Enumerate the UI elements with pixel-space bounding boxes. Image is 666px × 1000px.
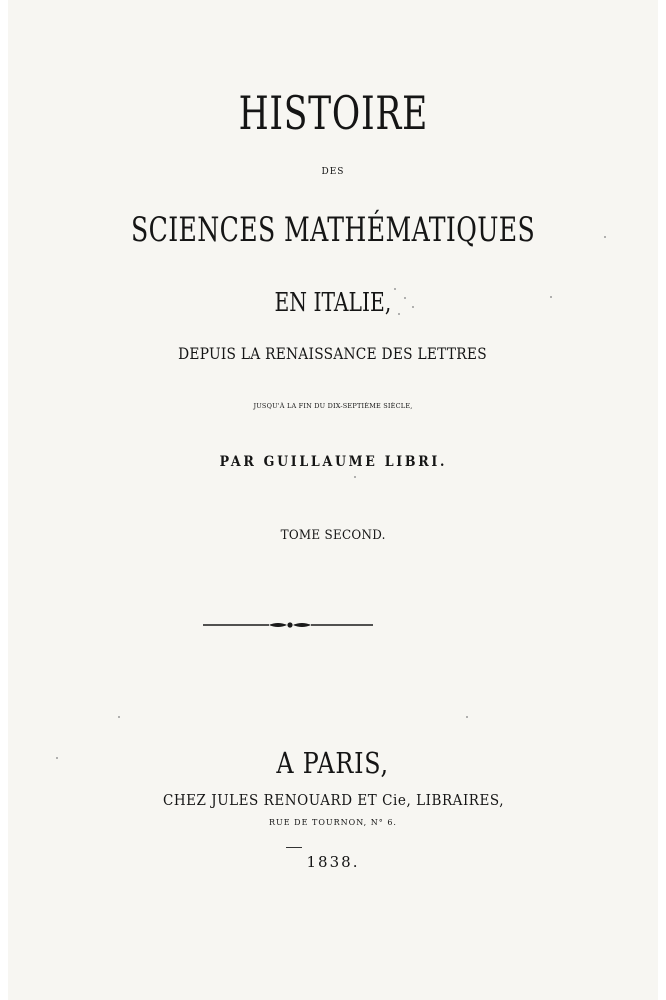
book-period bbox=[8, 344, 658, 363]
imprint-city-text: A PARIS, bbox=[276, 746, 390, 780]
book-author-text: PAR GUILLAUME LIBRI. bbox=[219, 454, 447, 470]
paper-speck bbox=[354, 476, 356, 478]
ornament-right-leaf bbox=[293, 623, 311, 627]
ornament-left-leaf bbox=[269, 623, 287, 627]
paper-speck bbox=[550, 296, 552, 298]
book-title-text: HISTOIRE bbox=[238, 86, 428, 140]
book-location bbox=[8, 288, 658, 318]
ornament-center-dot bbox=[287, 622, 292, 627]
imprint-publisher-text: CHEZ JULES RENOUARD ET Cie, LIBRAIRES, bbox=[162, 791, 504, 809]
paper-speck bbox=[56, 757, 58, 759]
ornament-divider bbox=[203, 618, 373, 632]
imprint-city bbox=[8, 746, 658, 780]
paper-speck bbox=[404, 297, 406, 299]
paper-speck bbox=[604, 236, 606, 238]
book-volume-text: TOME SECOND. bbox=[280, 528, 386, 543]
title-page bbox=[8, 0, 658, 1000]
book-period-end: JUSQU'À LA FIN DU DIX-SEPTIÈME SIÈCLE, bbox=[253, 402, 413, 410]
paper-speck bbox=[118, 716, 120, 718]
title-connector: DES bbox=[321, 167, 345, 177]
book-location-text: EN ITALIE, bbox=[274, 288, 392, 318]
imprint-publisher bbox=[8, 791, 658, 809]
book-volume bbox=[8, 528, 658, 543]
book-title bbox=[8, 86, 658, 140]
book-author bbox=[8, 454, 658, 470]
paper-speck bbox=[394, 288, 396, 290]
book-subject bbox=[8, 210, 658, 250]
imprint-address: RUE DE TOURNON, N° 6. bbox=[269, 818, 397, 827]
book-period-text: DEPUIS LA RENAISSANCE DES LETTRES bbox=[178, 344, 488, 363]
book-subject-text: SCIENCES MATHÉMATIQUES bbox=[130, 210, 536, 250]
paper-speck bbox=[466, 716, 468, 718]
imprint-year: 1838. bbox=[306, 853, 360, 871]
paper-speck bbox=[412, 306, 414, 308]
imprint-rule bbox=[286, 847, 302, 848]
paper-speck bbox=[398, 313, 400, 315]
